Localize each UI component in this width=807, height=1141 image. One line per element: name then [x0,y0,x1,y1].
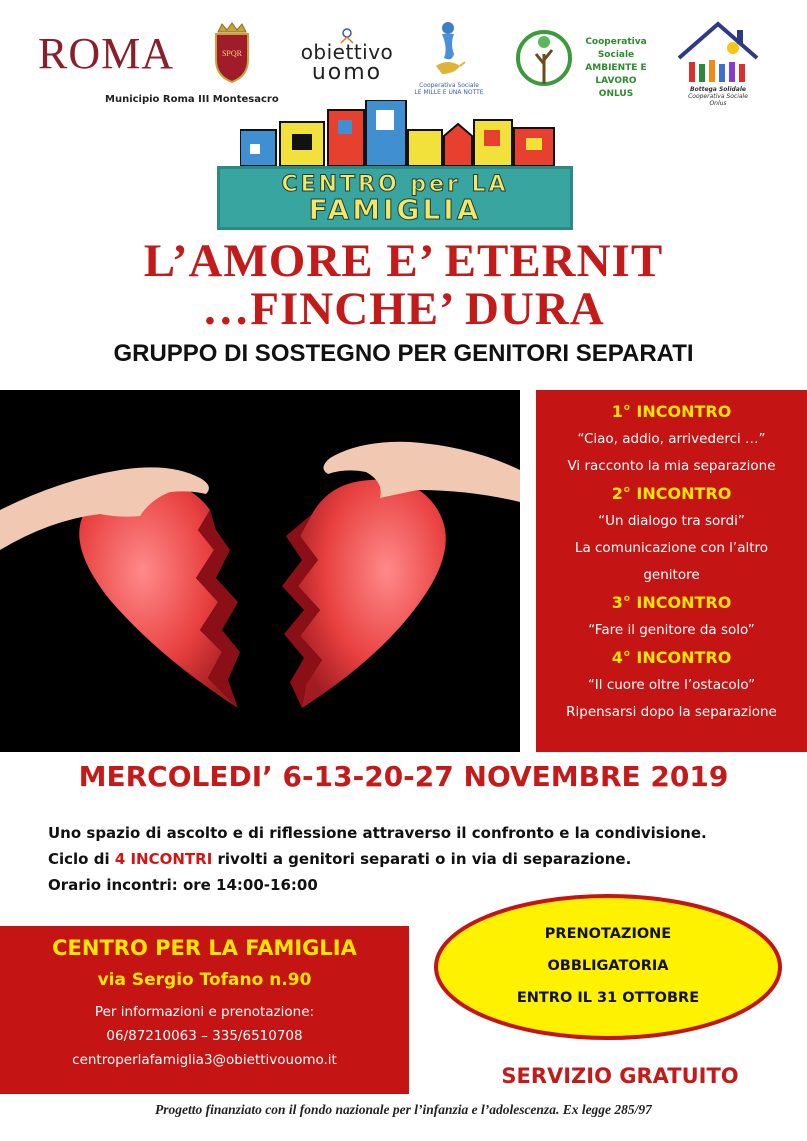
mille-notte-logo [414,82,484,96]
obiettivo-line1: obiettivo [300,40,394,64]
phone-numbers: 06/87210063 – 335/6510708 [106,1028,303,1044]
coop-line3: ONLUS [598,89,634,99]
servizio-gratuito: SERVIZIO GRATUITO [501,1064,739,1088]
incontro-4-title: 4° INCONTRO [611,648,732,667]
tree-ring-icon [512,24,576,94]
main-title-line1: L’AMORE E’ ETERNIT [143,235,664,287]
bottega-house-icon [675,18,761,96]
centro-contact-box [0,926,409,1094]
description-line2 [48,846,707,872]
centro-info [0,1000,409,1072]
incontro-2 [536,480,807,589]
description [48,820,707,898]
coop-line1: Cooperativa Sociale [585,37,647,60]
booking-text [432,918,784,1014]
incontro-2-line: La comunicazione con l’altro [574,540,769,556]
banner-line2: FAMIGLIA [308,193,482,226]
incontro-2-line: “Un dialogo tra sordi” [598,513,745,529]
municipio-label: Municipio Roma III Montesacro [105,94,279,105]
incontro-3-title: 3° INCONTRO [611,593,732,612]
incontri-count: 4 INCONTRI [114,850,213,868]
booking-line3: ENTRO IL 31 OTTOBRE [516,990,700,1006]
incontro-3 [536,589,807,644]
incontro-2-title: 2° INCONTRO [611,484,732,503]
centro-address: via Sergio Tofano n.90 [97,970,312,990]
incontro-1-line: Vi racconto la mia separazione [567,458,776,474]
description-line1: Uno spazio di ascolto e di riflessione attraverso il confronto e la condivisione. [48,824,707,842]
description-line2-pre: Ciclo di [48,850,115,868]
incontro-1-line: “Ciao, addio, arrivederci …” [577,431,766,447]
obiettivo-uomo-logo [296,28,398,85]
banner-line1: CENTRO per LA [281,172,509,197]
obiettivo-line2: uomo [311,60,383,85]
booking-line2: OBBLIGATORIA [547,958,669,974]
info-label: Per informazioni e prenotazione: [94,1004,315,1020]
colorful-houses-icon [240,100,560,166]
centro-famiglia-banner [217,166,573,230]
genie-lamp-icon [430,18,466,82]
roma-crest-icon [210,22,254,84]
incontro-2-line: genitore [643,567,700,583]
bottega-line1: Bottega Solidale [690,86,746,93]
incontro-4-line: Ripensarsi dopo la separazione [566,704,777,720]
event-dates: MERCOLEDI’ 6-13-20-27 NOVEMBRE 2019 [78,760,729,793]
footer-note: Progetto finanziato con il fondo nazionale per l’infanzia e l’adolescenza. Ex legge 285/97 [155,1102,652,1117]
centro-name: CENTRO PER LA FAMIGLIA [52,936,357,960]
bottega-line2: Cooperativa Sociale Onlus [688,93,748,107]
mille-line1: Cooperativa Sociale [419,82,479,89]
incontro-4-line: “Il cuore oltre l’ostacolo” [587,677,756,693]
coop-line2: AMBIENTE E LAVORO [585,63,647,86]
svg-text:SPQR: SPQR [221,49,243,58]
mille-line2: LE MILLE E UNA NOTTE [414,89,484,96]
program-box [536,390,807,752]
description-line2-post: rivolti a genitori separati o in via di separazione. [212,850,632,868]
main-title-line2: …FINCHE’ DURA [202,283,605,335]
email-address: centroperlafamiglia3@obiettivouomo.it [72,1052,337,1068]
description-line3: Orario incontri: ore 14:00-16:00 [48,876,318,894]
coop-ambiente-logo [570,36,662,101]
booking-line1: PRENOTAZIONE [544,926,672,942]
broken-heart-image [0,390,520,752]
bottega-solidale-logo [680,86,756,107]
roma-logo: ROMA [38,29,175,78]
incontro-1 [536,398,807,480]
subtitle: GRUPPO DI SOSTEGNO PER GENITORI SEPARATI [113,340,694,367]
incontro-4 [536,644,807,726]
incontro-3-line: “Fare il genitore da solo” [588,622,755,638]
incontro-1-title: 1° INCONTRO [611,402,732,421]
